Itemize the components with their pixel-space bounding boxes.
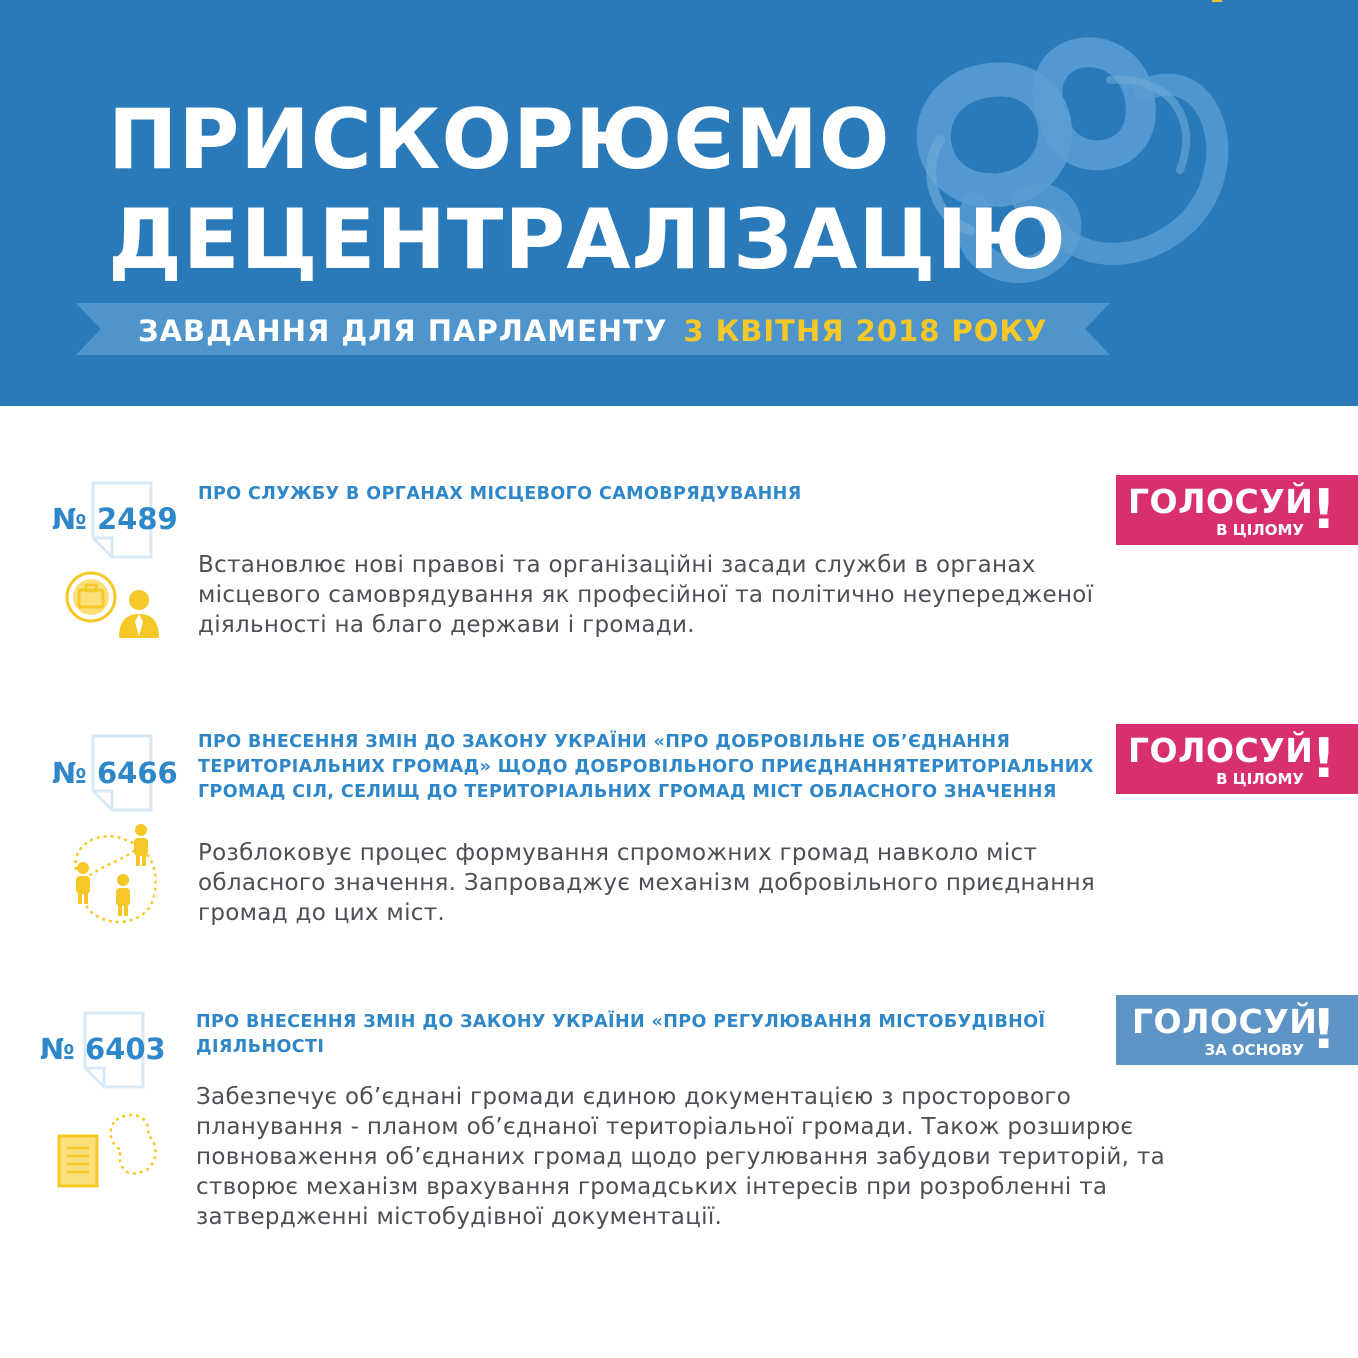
bill-description: Встановлює нові правові та організаційні засади служби в органах місцевого самоврядування як професійної та політично неупередженої діяльності на благо держави і громади. <box>198 552 1094 638</box>
corner-mark <box>1212 0 1222 2</box>
vote-badge <box>1116 475 1358 545</box>
vote-label: ГОЛОСУЙ <box>1128 482 1314 521</box>
plan-map-icon <box>56 1110 166 1190</box>
bill-number: № 6466 <box>52 756 178 790</box>
bill-title: ПРО СЛУЖБУ В ОРГАНАХ МІСЦЕВОГО САМОВРЯДУВАННЯ <box>198 484 802 504</box>
bill-title: ПРО ВНЕСЕННЯ ЗМІН ДО ЗАКОНУ УКРАЇНИ «ПРО ДОБРОВІЛЬНЕ ОБ’ЄДНАННЯ ТЕРИТОРІАЛЬНИХ ГРОМАД» ЩОДО ДОБРОВІЛЬНОГО ПРИЄДНАННЯТЕРИТОРІАЛЬНИХ ГРОМАД СІЛ, СЕЛИЩ ДО ТЕРИТОРІАЛЬНИХ ГРОМАД МІСТ ОБЛАСНОГО ЗНАЧЕННЯ <box>198 732 1094 802</box>
subtitle-text: ЗАВДАННЯ ДЛЯ ПАРЛАМЕНТУ <box>138 314 668 348</box>
exclamation-mark: ! <box>1311 727 1336 790</box>
bill-title: ПРО ВНЕСЕННЯ ЗМІН ДО ЗАКОНУ УКРАЇНИ «ПРО РЕГУЛЮВАННЯ МІСТОБУДІВНОЇ ДІЯЛЬНОСТІ <box>196 1012 1046 1057</box>
vote-mode: В ЦІЛОМУ <box>1216 770 1304 788</box>
bill-description: Забезпечує об’єднані громади єдиною документацією з просторового планування - планом об’єднаної територіальної громади. Також розширює повноваження об’єднаних громад щодо регулювання забудови територій, та створює механізм врахування громадських інтересів при розробленні та затвердженні містобудівної документації. <box>196 1084 1165 1230</box>
vote-badge <box>1116 724 1358 794</box>
title-line-2: ДЕЦЕНТРАЛІЗАЦІЮ <box>108 191 1067 288</box>
vote-badge <box>1116 995 1358 1065</box>
bill-number: № 2489 <box>52 502 178 536</box>
exclamation-mark: ! <box>1311 998 1336 1061</box>
people-network-icon <box>66 820 166 930</box>
header-banner <box>0 0 1358 406</box>
date-text: 3 КВІТНЯ 2018 РОКУ <box>683 314 1048 348</box>
exclamation-mark: ! <box>1311 478 1336 541</box>
vote-mode: ЗА ОСНОВУ <box>1204 1041 1304 1059</box>
vote-label: ГОЛОСУЙ <box>1132 1002 1318 1041</box>
vote-mode: В ЦІЛОМУ <box>1216 521 1304 539</box>
title-line-1: ПРИСКОРЮЄМО <box>108 91 891 188</box>
vote-label: ГОЛОСУЙ <box>1128 731 1314 770</box>
ribbon-text <box>138 314 1047 348</box>
briefcase-official-icon <box>64 570 164 640</box>
bill-description: Розблоковує процес формування спроможних громад навколо міст обласного значення. Запроваджує механізм добровільного приєднання громад до цих міст. <box>198 840 1096 926</box>
bill-number: № 6403 <box>40 1032 166 1066</box>
